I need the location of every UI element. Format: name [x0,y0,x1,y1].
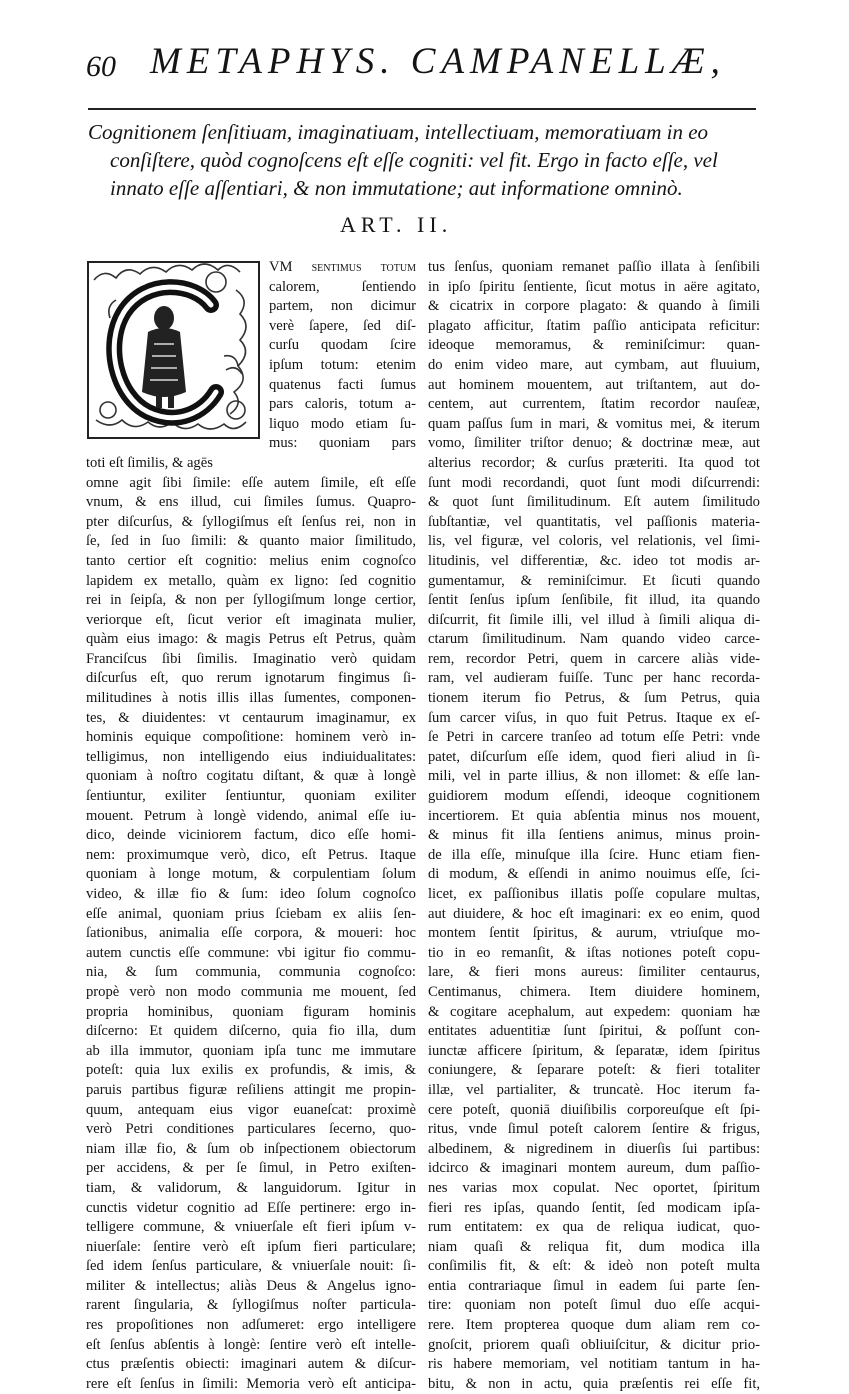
text-line: curſu quodam ſcire [269,337,416,354]
text-line: tes, & diuidentes: vt centaurum imaginamur, ex [86,709,416,726]
article-heading: ART. II. [340,212,453,237]
text-line: tanto certior eſt cognitio: melius enim cognoſco [86,552,416,569]
text-line: de illa eſſe, minuſque illa ſcire. Hunc etiam fien- [428,846,760,863]
text-line: litudinis, vel differentiæ, &c. ideo tot modis ar- [428,552,760,569]
text-line: ideoque memoramus, & reminiſcimur: quan- [428,337,760,354]
text-line: paruis partibus figuræ reſiliens attingit me propin- [86,1081,416,1098]
text-line: ſe, ſed in ſuo ſimili: & quanto maior ſimilitudo, [86,533,416,550]
text-line: poteſt: quia lux exilis ex profundis, & imis, & [86,1062,416,1079]
text-line: ris habere memoriam, vel notitiam tantum in ha- [428,1356,760,1373]
text-line: bitu, & non in actu, quia præſentis rei eſſe fit, [428,1375,760,1392]
text-line: partem, non dicimur [269,298,416,315]
text-line: Centimanus, chimera. Item diuidere hominem, [428,983,760,1000]
text-line: ſentiuntur, exiliter ſentiuntur, quoniam exiliter [86,788,416,805]
text-line: licet, ex paſſionibus illatis poſſe copulare multas, [428,886,760,902]
text-line: tire: quoniam non poteſt ſimul duo eſſe acqui- [428,1297,760,1314]
right-column [428,258,760,1394]
text-line: tiam, & validorum, & languidorum. Igitur in [86,1179,416,1196]
text-line: Franciſcus ſibi ſimilis. Imaginatio verò quidam [86,650,416,667]
text-line: iunctæ afficere ſpiritum, & ſeparatæ, idem ſpiritus [428,1042,760,1059]
text-line: propria hominibus, quoniam figuram hominis [86,1003,416,1020]
text-line: quam paſſus ſum in mari, & vomitus mei, & iterum [428,415,760,432]
text-line: telligere commune, & vniuerſale eſt fieri ipſum v- [86,1219,416,1236]
text-line: ritus, vnde ſimul poteſt calorem ſentire & frigus, [428,1121,760,1138]
text-line: quum, antequam eius vigor euaneſcat: proximè [86,1101,416,1118]
text-line: rum entitatem: ex qua de reliqua iudicat, quo- [428,1219,760,1236]
running-title: METAPHYS. CAMPANELLÆ, [150,41,726,82]
text-line: quatenus facti ſumus [269,376,416,393]
text-line: niam quaſi & reliqua fit, dum modica illa [428,1238,760,1255]
text-line: tus ſenſus, quoniam remanet paſſio illata à ſenſibili [428,259,760,275]
text-line: militudines à notis illis illas ſumentes, componen- [86,690,416,707]
text-line: incertiorem. Et quia abſentia minus nos mouent, [428,807,760,824]
text-line: quoniam à longe motum, & corpulentiam ſolum [86,866,416,883]
text-line: rere eſt ſenſus in ſimili: Memoria verò eſt anticipa- [86,1375,416,1392]
text-line: pars caloris, totum a- [269,396,416,413]
text-line: pter diſcurſus, & ſyllogiſmus eſt ſenſus rei, non in [86,513,416,530]
text-line: tio in eo remanſit, & iſtas notiones poteſt copu- [428,944,760,961]
text-line: lare, & fieri mons aureus: ſimiliter centaurus, [428,964,760,981]
text-line: omne agit ſibi ſimile: eſſe autem ſimile, eſt eſſe [86,474,416,491]
text-line: & minus fit illa ſentiens animus, minus proin- [428,827,760,844]
text-line: verè ſapere, ſed diſ- [269,317,416,334]
text-line: telligimus, non intelligendo eius indiuidualitates: [86,748,416,765]
text-line: entia contrariaque ſimul in eadem ſui parte ſen- [428,1277,760,1294]
text-line: mus: quoniam pars [269,435,416,452]
text-line: quoniam à noſtro cogitatu diſtant, & quæ à longè [86,768,416,785]
text-line: mili, vel in parte illius, & non illomet: & eſſe lan- [428,768,760,785]
ornamental-initial-c-icon [86,260,261,440]
text-line: di modum, & eſſendi in animo nouimus eſſe, ſci- [428,866,760,883]
text-line: hominis equique compoſitione: hominem verò in- [86,729,416,746]
text-line: entitates aduentitiæ ſunt ſpiritui, & poſſunt con- [428,1023,760,1040]
text-line: nem: proximumque verò, dico, eſt Petrus. Itaque [86,846,416,863]
text-line: ſationibus, animalia eſſe corpora, & moueri: hoc [86,925,416,942]
text-line: aut diuidere, & hoc eſt imaginari: ex eo enim, quod [428,905,760,922]
text-line: ab illa immutor, quoniam ipſa tunc me immutare [86,1042,416,1059]
text-line: ram, vel audieram fuiſſe. Tunc per hanc recorda- [428,670,760,687]
text-line: mouent. Petrum à longè videndo, animal eſſe iu- [86,807,416,824]
text-line: diſcerno: Et quidem diſcerno, quia fio illa, dum [86,1023,416,1040]
text-line: gumentamur, & reminiſcimur. Et ſicuti quando [428,572,760,589]
text-line: niuerſale: ſentire verò eſt ipſum fieri particulare; [86,1238,416,1255]
text-line: res propoſitiones non adſumeret: ergo intelligere [86,1317,416,1334]
text-line: lis, vel figuræ, vel coloris, vel relationis, vel ſimi- [428,533,760,550]
text-line: ctarum ſimilitudinum. Nam quando video carce- [428,631,760,648]
text-line: alterius recordor; & curſus præteriti. Ita quod tot [428,454,760,471]
text-line: video, & illæ fio & ſum: ideo ſolum cognoſco [86,886,416,902]
text-line: diſcurrit, fit ſimile illi, vel illud à ſimili aliqua di- [428,611,760,628]
text-line: plagato afficitur, ſtatim paſſio anticipata reficitur: [428,317,760,334]
text-line: cunctis videtur cognitio ad Eſſe pertinere: ergo in- [86,1199,416,1216]
text-line: verò Petri conditiones particulares ſecerno, quo- [86,1121,416,1138]
text-line: dico, deinde viciniorem factum, dico eſſe homi- [86,827,416,844]
text-line: toti eſt ſimilis, & agēs [86,454,213,471]
text-line: liquo modo etiam ſu- [269,415,416,432]
text-line: diſcurſus eſt, quo rerum ignotarum fingimus ſi- [86,670,416,687]
text-line: lapidem ex metallo, quàm ex ligno: ſed cognitio [86,572,416,589]
text-line: & cogitare acephalum, aut expedem: quoniam hæ [428,1003,760,1020]
text-line: ſentit ſenſus ipſum ſenſibile, fit illud, ita quando [428,592,760,609]
text-line: illæ, vel partialiter, & truncatè. Hoc iterum fa- [428,1081,760,1098]
text-line: rarent ſingularia, & ſyllogiſmus noſter particula- [86,1297,416,1314]
summary-text: Cognitionem ſenſitiuam, imaginatiuam, intellectiuam, memoratiuam in eo conſiſtere, quòd cognoſcens eſt eſſe cogniti: vel fit. Ergo in facto eſſe, vel innato eſſe aſſentiari, & non immutatione; aut informatione omninò. [88,120,718,200]
text-line: ſunt modi recordandi, quot ſunt modi diſcurrendi: [428,474,760,491]
text-line: idcirco & imaginari montem aureum, dum paſſio- [428,1160,760,1177]
text-line: gnoſcit, priorem quaſi obliuiſcitur, & dicitur prio- [428,1336,760,1353]
text-line: conſimilis fit, & eſt: & ideò non poteſt multa [428,1258,760,1275]
text-line: ſed idem ſenſus particulare, & vniuerſale nouit: ſi- [86,1258,416,1275]
text-line: quàm eius imago: & magis Petrus eſt Petrus, quàm [86,631,416,648]
text-line: rere. Item propterea quoque dum aliam rem co- [428,1317,760,1334]
text-line: vnum, & ens illud, cui ſimiles ſumus. Quapro- [86,494,416,511]
text-line: & cicatrix in corpore plagato: & quando à ſimili [428,298,760,315]
page-number: 60 [86,50,116,83]
text-line: niam illæ fio, & ſum ob inſpectionem obiectorum [86,1140,416,1157]
text-line: per accidens, & per ſe ſimul, in Petro exiſten- [86,1160,416,1177]
text-line: in ipſo ſpiritu ſentiente, ſicut motus in aëre agitato, [428,278,760,295]
text-line: vomo, ſimiliter triſtor denuo; & doctrinæ meæ, aut [428,435,760,452]
text-line: patet, diſcurſum eſſe idem, quod fieri aliud in ſi- [428,748,760,765]
text-line: cere poteſt, quoniā diuiſibilis corporeuſque eſt ſpi- [428,1101,760,1118]
text-line: tionem iterum fio Petrus, & ſum Petrus, quia [428,690,760,707]
header-rule [88,108,756,110]
text-line: militer & intellectus; aliàs Deus & Angelus igno- [86,1277,416,1294]
text-line: fieri res ipſas, quando ſentit, ſed modicam ipſa- [428,1199,760,1216]
text-line: eſſe animal, quoniam prius ſciebam ex aliis ſen- [86,905,416,922]
text-line: rei in ſeipſa, & non per ſyllogiſmum longe certior, [86,592,416,609]
text-line: montem ſentit ſpiritus, & aurum, vtriuſque mo- [428,925,760,942]
text-line: ipſum totum: etenim [269,356,416,373]
text-line: & quot ſunt ſimilitudinum. Eſt autem ſimilitudo [428,494,760,511]
text-line: calorem, ſentiendo [269,278,416,295]
text-line: nes varias mox copulat. Nec oportet, ſpiritum [428,1179,760,1196]
text-line: guidiorem modum eſſendi, ideoque cognitionem [428,788,760,805]
text-line: eſt ſenſus abſentis à longè: ſentire verò eſt intelle- [86,1336,416,1353]
text-line: VM ſentimus totum [269,259,416,275]
text-line: ſe Petri in carcere tranſeo ad totum eſſe Petri: vnde [428,729,760,746]
text-line: coniungere, & ſeparare poteſt: & fieri totaliter [428,1062,760,1079]
text-line: centem, aut currentem, ſtatim recordor nauſeæ, [428,396,760,413]
article-summary [88,118,760,202]
text-line: ctus præſentis obiecti: imaginari autem & diſcur- [86,1356,416,1373]
left-column [86,258,416,1394]
text-line: veriorque eſt, ſicut verior eſt imaginata mulier, [86,611,416,628]
text-line: propè verò non modo communia me mouent, ſed [86,983,416,1000]
text-line: nia, & ſum communia, communia cognoſco: [86,964,416,981]
text-line: autem cunctis eſſe commune: vbi igitur fio commu- [86,944,416,961]
text-line: do enim video mare, aut cymbam, aut fluuium, [428,356,760,373]
text-line: rem, recordor Petri, quem in carcere aliàs vide- [428,650,760,667]
text-line: ſum carcer viſus, in quo fuit Petrus. Itaque ex eſ- [428,709,760,726]
text-line: ſubſtantiæ, vel quantitatis, vel paſſionis materia- [428,513,760,530]
text-line: aut hominem mouentem, aut triſtantem, aut do- [428,376,760,393]
text-line: albedinem, & nigredinem in diuerſis ſui partibus: [428,1140,760,1157]
